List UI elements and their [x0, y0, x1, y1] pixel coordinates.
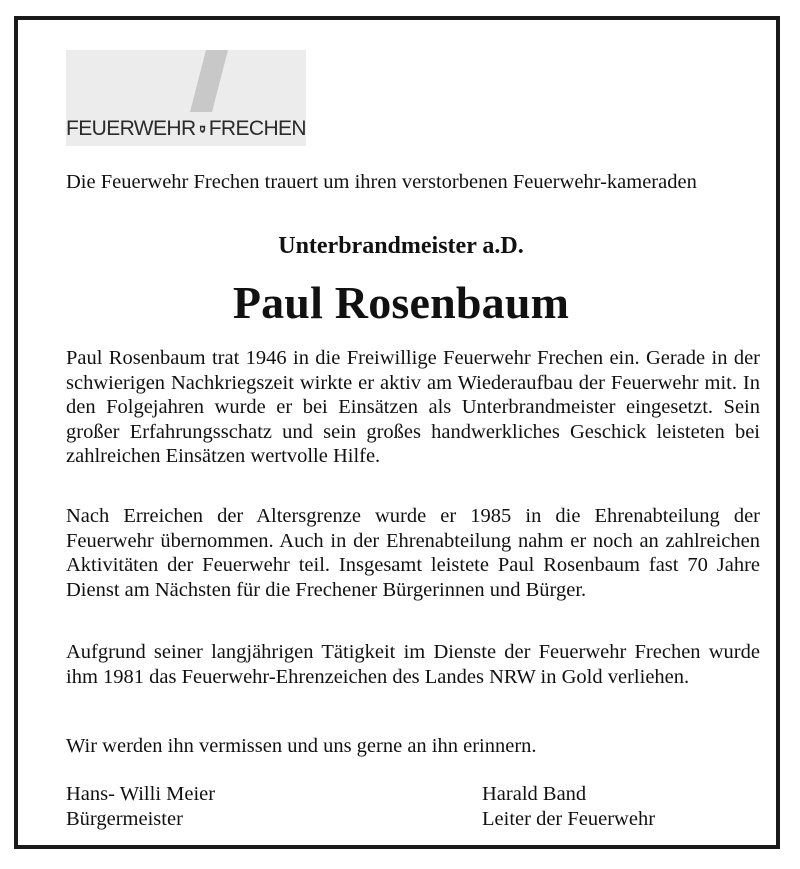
signature-title: Leiter der Feuerwehr	[482, 807, 656, 830]
feuerwehr-logo	[66, 50, 306, 150]
deceased-name: Paul Rosenbaum	[232, 277, 570, 328]
signature-title: Bürgermeister	[66, 807, 183, 830]
signature-name: Harald Band	[482, 783, 587, 805]
lion-crest-icon	[199, 116, 206, 142]
signature-right	[482, 782, 655, 831]
obituary-frame	[14, 16, 780, 849]
intro-text: Die Feuerwehr Frechen trauert um ihren verstorbenen Feuerwehr-kameraden	[66, 171, 697, 193]
signature-left	[66, 782, 215, 831]
deceased-rank: Unterbrandmeister a.D.	[278, 233, 524, 259]
biography-paragraph-1: Paul Rosenbaum trat 1946 in die Freiwillige Feuerwehr Frechen ein. Gerade in der schwierigen Nachkriegszeit wirkte er aktiv am Wiederaufbau der Feuerwehr mit. In den Folgejahren wurde er bei Einsätzen als Unterbrandmeister eingesetzt. Sein großer Erfahrungsschatz und sein großes handwerkliches Geschick leisteten bei zahlreichen Einsätzen wertvolle Hilfe.	[66, 347, 760, 468]
logo-text-right: FRECHEN	[208, 117, 306, 140]
signature-name: Hans- Willi Meier	[66, 783, 216, 805]
farewell-text: Wir werden ihn vermissen und uns gerne an ihn erinnern.	[66, 735, 537, 757]
biography-paragraph-2: Nach Erreichen der Altersgrenze wurde er 1985 in die Ehrenabteilung der Feuerwehr übernommen. Auch in der Ehrenabteilung nahm er noch an zahlreichen Aktivitäten der Feuerwehr teil. Insgesamt leistete Paul Rosenbaum fast 70 Jahre Dienst am Nächsten für die Frechener Bürgerinnen und Bürger.	[66, 505, 760, 601]
logo-text-left: FEUERWEHR	[66, 117, 196, 140]
logo-wordmark	[66, 114, 306, 144]
biography-paragraph-3: Aufgrund seiner langjährigen Tätigkeit im Dienste der Feuerwehr Frechen wurde ihm 1981 das Feuerwehr-Ehrenzeichen des Landes NRW in Gold verliehen.	[66, 641, 760, 688]
